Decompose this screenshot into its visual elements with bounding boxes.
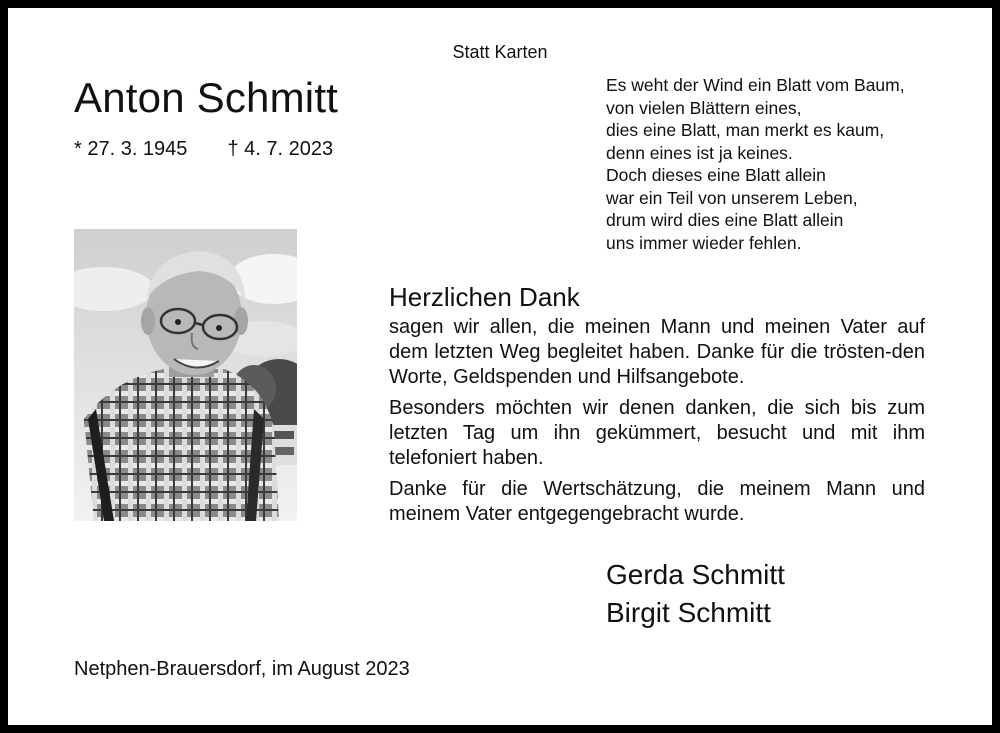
deceased-name: Anton Schmitt [74,74,339,121]
poem-line: war ein Teil von unserem Leben, [606,187,858,208]
place-and-date: Netphen-Brauersdorf, im August 2023 [74,658,410,680]
thanks-paragraph: Danke für die Wertschätzung, die meinem Mann und meinem Vater entgegengebracht wurde. [389,478,925,525]
life-dates [74,138,333,161]
poem-line: Es weht der Wind ein Blatt vom Baum, [606,75,905,95]
birth-date: * 27. 3. 1945 [74,138,188,160]
header-statt-karten: Statt Karten [452,42,548,62]
thanks-body [389,315,925,533]
portrait-photo [74,229,297,521]
poem [606,74,905,254]
thanks-title: Herzlichen Dank [389,282,580,312]
poem-line: von vielen Blättern eines, [606,97,802,118]
thanks-paragraph: Besonders möchten wir denen danken, die sich bis zum letzten Tag um ihn gekümmert, besucht und mit ihm telefoniert haben. [389,397,925,469]
poem-line: denn eines ist ja keines. [606,142,793,163]
poem-line: drum wird dies eine Blatt allein [606,210,844,230]
poem-line: Doch dieses eine Blatt allein [606,165,826,185]
death-date: † 4. 7. 2023 [227,138,334,160]
signer-name: Gerda Schmitt [606,559,785,590]
thanks-paragraph: sagen wir allen, die meinen Mann und meinen Vater auf dem letzten Weg begleitet haben. Danke für die trösten-den Worte, Geldspenden und Hilfsangebote. [389,316,925,388]
poem-line: uns immer wieder fehlen. [606,232,802,253]
signer-name: Birgit Schmitt [606,597,771,628]
obituary-card [8,8,992,725]
poem-line: dies eine Blatt, man merkt es kaum, [606,120,885,140]
signers [606,556,785,632]
